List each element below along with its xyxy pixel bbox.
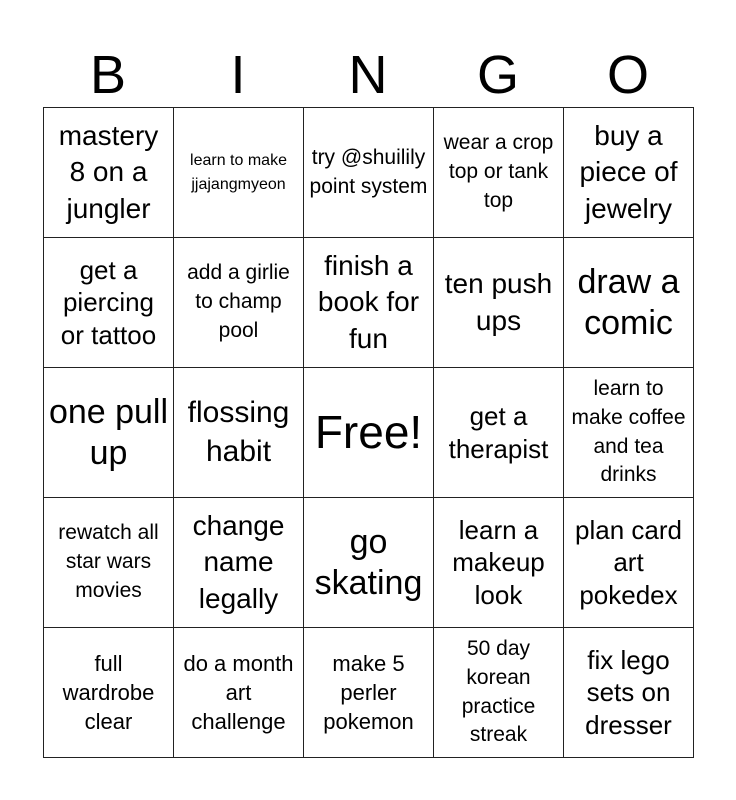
bingo-cell[interactable] — [44, 108, 174, 238]
cell-text: flossing habit — [187, 396, 290, 468]
bingo-cell[interactable] — [564, 628, 694, 758]
cell-text: rewatch all star wars movies — [58, 521, 159, 602]
cell-text: plan card art pokedex — [575, 514, 682, 610]
free-space-text: Free! — [314, 406, 423, 459]
cell-text: try @shuilily point system — [309, 145, 428, 198]
cell-text: fix lego sets on dresser — [585, 644, 672, 740]
bingo-cell[interactable] — [564, 368, 694, 498]
bingo-cell[interactable] — [564, 238, 694, 368]
bingo-cell[interactable] — [304, 628, 434, 758]
cell-text: buy a piece of jewelry — [579, 119, 678, 224]
bingo-cell[interactable] — [174, 238, 304, 368]
cell-text: learn to make jjajangmyeon — [190, 152, 287, 193]
header-letter-g: G — [476, 45, 519, 105]
header-letter-o: O — [606, 45, 649, 105]
bingo-cell[interactable] — [564, 498, 694, 628]
header-letter-n: N — [348, 45, 388, 105]
bingo-cell[interactable] — [304, 498, 434, 628]
bingo-cell[interactable] — [434, 368, 564, 498]
bingo-cell[interactable] — [44, 628, 174, 758]
cell-text: add a girlie to champ pool — [187, 261, 290, 342]
bingo-cell[interactable] — [434, 108, 564, 238]
bingo-cell[interactable] — [304, 238, 434, 368]
cell-text: wear a crop top or tank top — [443, 131, 554, 212]
cell-text: make 5 perler pokemon — [323, 650, 414, 735]
cell-text: mastery 8 on a jungler — [58, 119, 159, 224]
header-letter-b: B — [89, 45, 127, 105]
bingo-cell[interactable] — [44, 498, 174, 628]
bingo-cell[interactable] — [434, 238, 564, 368]
bingo-cell[interactable] — [174, 628, 304, 758]
bingo-cell[interactable] — [304, 108, 434, 238]
cell-text: change name legally — [192, 509, 285, 614]
bingo-cell[interactable] — [434, 628, 564, 758]
header-letter-i: I — [230, 45, 246, 105]
free-space-cell[interactable] — [304, 368, 434, 498]
bingo-cell[interactable] — [564, 108, 694, 238]
bingo-cell[interactable] — [44, 238, 174, 368]
cell-text: draw a comic — [577, 263, 680, 342]
cell-text: learn to make coffee and tea drinks — [571, 376, 686, 487]
bingo-cell[interactable] — [434, 498, 564, 628]
bingo-header — [43, 44, 693, 106]
cell-text: 50 day korean practice streak — [461, 636, 536, 747]
cell-text: get a piercing or tattoo — [60, 254, 157, 350]
bingo-cell[interactable] — [174, 368, 304, 498]
bingo-cell[interactable] — [44, 368, 174, 498]
cell-text: ten push ups — [444, 268, 553, 336]
bingo-board — [43, 107, 694, 758]
cell-text: full wardrobe clear — [62, 650, 155, 735]
cell-text: learn a makeup look — [452, 514, 545, 610]
bingo-cell[interactable] — [174, 498, 304, 628]
cell-text: do a month art challenge — [183, 650, 294, 735]
bingo-cell[interactable] — [174, 108, 304, 238]
cell-text: go skating — [314, 523, 423, 602]
cell-text: get a therapist — [448, 401, 549, 464]
cell-text: one pull up — [48, 393, 169, 472]
cell-text: finish a book for fun — [317, 249, 420, 354]
